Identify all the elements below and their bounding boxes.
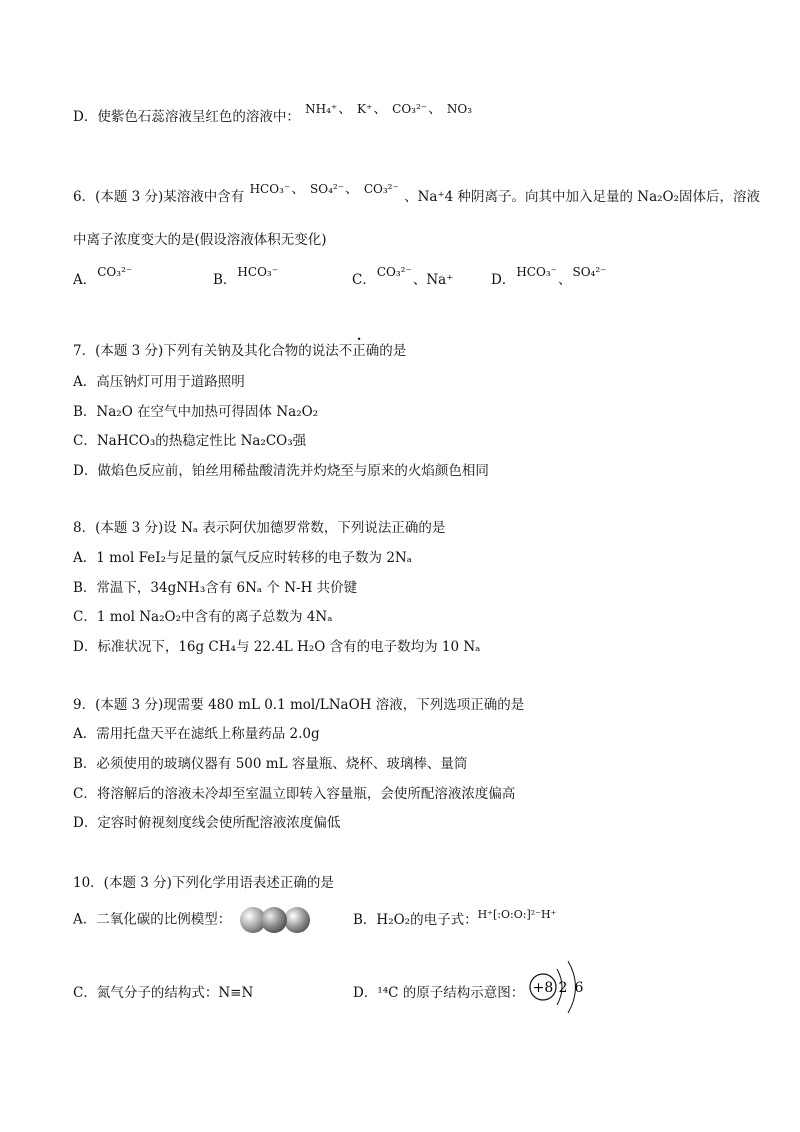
ion-k: K⁺: [357, 102, 373, 116]
ion-nh4: NH₄⁺: [305, 102, 338, 116]
option-label: B．: [213, 272, 237, 288]
q10-option-b[interactable]: [353, 908, 557, 930]
ion-no3: NO₃: [446, 102, 473, 116]
carbon-ball-icon: [261, 907, 287, 933]
q8-option-d[interactable]: D．标准状况下，16g CH₄与 22.4L H₂O 含有的电子数均为 10 Nₐ: [73, 639, 481, 655]
separator: 、: [428, 101, 442, 117]
atom-nucleus: +8: [532, 980, 554, 996]
atom-structure-diagram: [523, 957, 595, 1017]
oxygen-ball-icon: [284, 907, 310, 933]
option-label: A．: [73, 272, 97, 288]
atom-shell-2: 6: [574, 980, 584, 996]
separator: 、: [338, 101, 352, 117]
q9-stem: 9．(本题 3 分)现需要 480 mL 0.1 mol/LNaOH 溶液，下列选项正确的是: [73, 697, 525, 713]
q5-option-d: [73, 101, 473, 126]
ion-co3: CO₃²⁻: [376, 265, 412, 279]
q9-option-d[interactable]: D．定容时俯视刻度线会使所配溶液浓度偏低: [73, 815, 341, 831]
atom-structure-icon: [523, 957, 595, 1017]
q10-option-d-text: D．¹⁴C 的原子结构示意图：: [353, 985, 525, 1001]
q6-stem: [73, 181, 761, 206]
q6-ion-list: HCO₃⁻、 SO₄²⁻、 CO₃²⁻: [249, 181, 399, 197]
atom-shell-1: 2: [558, 980, 568, 996]
h2o2-electron-formula: H⁺[:O:O:]²⁻H⁺: [477, 908, 557, 921]
q7-option-b[interactable]: B．Na₂O 在空气中加热可得固体 Na₂O₂: [73, 404, 319, 420]
option-label: D．: [491, 272, 516, 288]
q10-stem: 10．(本题 3 分)下列化学用语表述正确的是: [73, 875, 334, 891]
q7-option-a[interactable]: A．高压钠灯可用于道路照明: [73, 374, 245, 390]
q8-option-c[interactable]: C．1 mol Na₂O₂中含有的离子总数为 4Nₐ: [73, 609, 333, 625]
q7-option-c[interactable]: C．NaHCO₃的热稳定性比 Na₂CO₃强: [73, 433, 307, 449]
ion-hco3: HCO₃⁻: [516, 265, 557, 279]
ion-co3: CO₃²⁻: [392, 102, 428, 116]
q6-option-c[interactable]: [352, 265, 454, 289]
q10-option-a[interactable]: [73, 906, 312, 934]
ion-co3: CO₃²⁻: [97, 265, 133, 279]
q8-option-b[interactable]: B．常温下，34gNH₃含有 6Nₐ 个 N-H 共价键: [73, 580, 358, 596]
ion-na: 、Na⁺: [412, 272, 454, 288]
ion-list: [304, 101, 473, 117]
q7-stem-b: 的是: [379, 343, 407, 359]
q6-option-b[interactable]: [213, 265, 279, 289]
q6-option-d[interactable]: D．HCO₃⁻、SO₄²⁻: [491, 265, 607, 288]
q6-stem-line2: 中离子浓度变大的是(假设溶液体积无变化): [73, 232, 327, 248]
q10-option-b-text: B．H₂O₂的电子式：: [353, 912, 478, 928]
q8-option-a[interactable]: A．1 mol FeI₂与足量的氯气反应时转移的电子数为 2Nₐ: [73, 550, 412, 566]
q9-option-b[interactable]: B．必须使用的玻璃仪器有 500 mL 容量瓶、烧杯、玻璃棒、量筒: [73, 756, 468, 772]
emphasis-text: 不正确: [338, 343, 380, 359]
q7-stem: [73, 342, 406, 360]
q6-options: [73, 265, 773, 293]
q6-stem-prefix: 6．(本题 3 分)某溶液中含有: [73, 189, 245, 205]
q6-option-a[interactable]: [73, 265, 133, 289]
q8-stem: 8．(本题 3 分)设 Nₐ 表示阿伏加德罗常数，下列说法正确的是: [73, 520, 446, 536]
ion-co3: CO₃²⁻: [363, 182, 399, 196]
q9-option-c[interactable]: C．将溶解后的溶液未冷却至室温立即转入容量瓶，会使所配溶液浓度偏高: [73, 786, 516, 802]
ion-hco3: HCO₃⁻: [237, 265, 279, 279]
q10-option-a-text: A．二氧化碳的比例模型：: [73, 911, 232, 928]
ion-hco3: HCO₃⁻: [249, 182, 291, 196]
ion-so4: SO₄²⁻: [572, 265, 607, 279]
option-label: C．: [352, 272, 376, 288]
q10-option-d[interactable]: [353, 984, 524, 1002]
q10-option-c[interactable]: C．氮气分子的结构式：N≡N: [73, 985, 254, 1001]
separator: 、: [373, 101, 387, 117]
q6-stem-suffix: 、Na⁺4 种阴离子。向其中加入足量的 Na₂O₂固体后，溶液: [404, 189, 761, 205]
q9-option-a[interactable]: A．需用托盘天平在滤纸上称量药品 2.0g: [73, 726, 320, 742]
q7-stem-a: 7．(本题 3 分)下列有关钠及其化合物的说法: [73, 343, 339, 359]
co2-space-filling-model-icon: [236, 906, 312, 934]
q5-option-d-text: D．使紫色石蕊溶液呈红色的溶液中：: [73, 109, 300, 125]
ion-so4: SO₄²⁻: [310, 182, 345, 196]
q7-option-d[interactable]: D．做焰色反应前，铂丝用稀盐酸清洗并灼烧至与原来的火焰颜色相同: [73, 463, 489, 479]
